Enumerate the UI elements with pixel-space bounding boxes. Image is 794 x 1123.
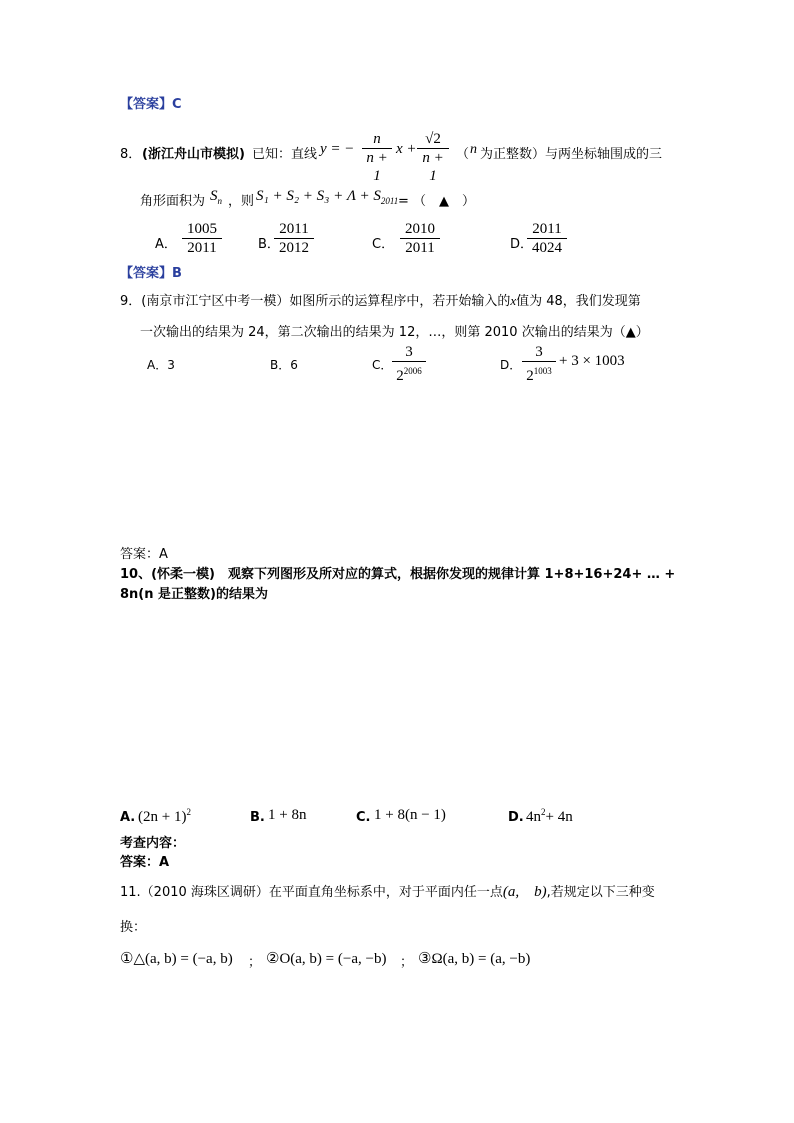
q10-option-d: $4n^2+ 4n$ [526,807,573,825]
q11-separator-2: ； [400,955,414,970]
q8-frac2-num: √2 [417,130,449,149]
q9-option-c: $\frac{3}{2^{2006}}$ [392,343,426,385]
q9-line1: 9．(南京市江宁区中考一模）如图所示的运算程序中，若开始输入的x值为 48，我们发现第 [120,293,641,309]
q8-fraction-1 [362,130,392,185]
q9-option-d: $\frac{3}{2^{1003}}$ [522,343,556,385]
q8-line2-a: 角形面积为 [140,194,206,209]
q8-line2-c: = （ ▲ ） [398,194,476,209]
q9-option-d-label: D． [500,358,522,372]
q8-fraction-2 [417,130,449,185]
q9-option-c-label: C． [372,358,393,372]
q8-option-a-label: A． [155,237,177,252]
q8-n: n [470,142,477,157]
q10-option-b: 1 + 8n [268,807,307,823]
q8-stem-a: 已知：直线 [252,147,318,162]
q8-sum-expr: $S_1 + S_2 + S_3 + \Lambda + S_{2011}$ [256,188,399,206]
q8-source: (浙江舟山市模拟) [142,147,245,162]
q7-answer: 【答案】C [120,97,182,112]
q8-frac2-den: n + 1 [422,150,444,184]
q10-option-c-label: C. [356,810,371,825]
q11-transform-2: ②O(a, b) = (−a, −b) [266,951,387,967]
q10-option-b-label: B. [250,810,265,825]
q8-number: 8． [120,147,142,162]
q8-option-b: $\frac{2011}{2012}$ [274,220,314,257]
q8-option-c: $\frac{2010}{2011}$ [400,220,440,257]
q10-content: 考查内容： [120,836,186,851]
q8-frac1-den: n + 1 [366,150,388,184]
q10-answer: 答案：A [120,855,170,870]
q8-eq-x: x + [396,141,417,157]
q8-option-d-label: D． [510,237,534,252]
q8-option-c-label: C． [372,237,395,252]
q10-option-d-label: D. [508,810,524,825]
q9-option-d-tail: + 3 × 1003 [559,353,625,369]
q11-line2: 换： [120,920,147,935]
q11-separator-1: ； [248,955,262,970]
q8-line2-b: ，则 [228,194,255,209]
q9-line2: 一次输出的结果为 24，第二次输出的结果为 12，…，则第 2010 次输出的结果为（▲） [140,325,649,340]
q8-eq-y: y = − [320,141,355,157]
q10-line2: 8n(n 是正整数)的结果为 [120,587,268,602]
q8-sn: $S_n$ [210,188,222,206]
q8-stem-c: 为正整数）与两坐标轴围成的三 [480,147,663,162]
q8-option-a: $\frac{1005}{2011}$ [182,220,222,257]
q11-transform-1: ①△(a, b) = (−a, b) [120,951,233,967]
q8-answer: 【答案】B [120,266,182,281]
q10-line1: 10、(怀柔一模) 观察下列图形及所对应的算式，根据你发现的规律计算 1+8+16+24+ … + [120,567,676,582]
q10-option-a: $(2n + 1)^2$ [138,807,191,825]
q8-option-b-label: B． [258,237,280,252]
q9-answer: 答案：A [120,547,168,562]
q11-transform-3: ③Ω(a, b) = (a, −b) [418,951,531,967]
q8-option-d: $\frac{2011}{4024}$ [527,220,567,257]
q8-stem-b: （ [456,147,470,162]
q11-line1: 11.（2010 海珠区调研）在平面直角坐标系中，对于平面内任一点(a, b),若规定以下三种变 [120,884,655,900]
q10-option-c: 1 + 8(n − 1) [374,807,446,823]
q8-frac1-num: n [362,130,392,149]
q9-option-a: A．3 [147,358,175,372]
q10-option-a-label: A. [120,810,136,825]
q9-option-b: B．6 [270,358,298,372]
